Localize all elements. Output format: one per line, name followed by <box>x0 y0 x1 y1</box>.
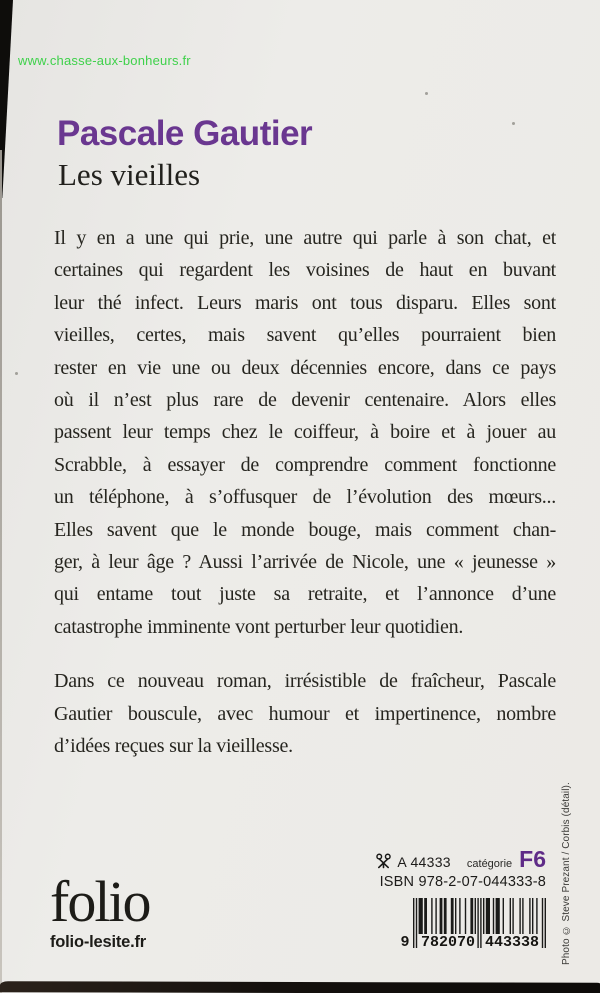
category-label: catégorie <box>466 858 513 870</box>
catalog-code-line <box>326 846 546 873</box>
text-line: leur thé infect. Leurs maris ont tous disparu. Elles sont <box>54 291 556 314</box>
text-line: Il y en a une qui prie, une autre qui parle à son chat, et <box>54 227 556 249</box>
catalog-codes-block <box>326 846 546 955</box>
text-line: Gautier bouscule, avec humour et impertinence, nombre <box>54 702 556 725</box>
text-line: vieilles, certes, mais savent qu’elles pourraient bien <box>54 324 556 347</box>
text-line: rester en vie une ou deux décennies encore, dans ce pays <box>54 356 556 379</box>
book-title: Les vieilles <box>58 157 201 192</box>
isbn-number: ISBN 978-2-07-044333-8 <box>379 874 546 890</box>
text-line: qui entame tout juste sa retraite, et l’annonce d’une <box>54 583 556 606</box>
paper-speck <box>425 92 428 95</box>
publisher-block <box>50 869 150 952</box>
ean13-barcode <box>400 898 546 955</box>
text-line: certaines qui regardent les voisines de haut en buvant <box>54 259 556 282</box>
barcode-digits-left: 782070 <box>421 934 476 951</box>
text-line: un téléphone, à s’offusquer de l’évolution des mœurs... <box>54 486 556 509</box>
gallimard-pictogram-icon <box>375 853 392 870</box>
back-cover-blurb <box>54 222 556 763</box>
blurb-paragraph-2 <box>54 665 556 762</box>
publisher-website: folio-lesite.fr <box>50 933 147 951</box>
text-line: ger, à leur âge ? Aussi l’arrivée de Nicole, une « jeunesse » <box>54 551 556 574</box>
text-line: Dans ce nouveau roman, irrésistible de fraîcheur, Pascale <box>54 670 556 693</box>
page-edge-shadow <box>0 150 2 993</box>
photo-credit: Photo © Steve Prezant / Corbis (détail). <box>561 782 572 965</box>
photo-backdrop-bottom-edge <box>0 981 600 993</box>
paper-speck <box>512 122 515 125</box>
author-name: Pascale Gautier <box>57 114 313 153</box>
watermark-url: www.chasse-aux-bonheurs.fr <box>18 53 191 68</box>
text-line: passent leur temps chez le coiffeur, à boire et à jouer au <box>54 421 556 444</box>
text-line: Elles savent que le monde bouge, mais comment chan- <box>54 518 556 541</box>
folio-logo: folio <box>50 869 150 934</box>
barcode-digit-prefix: 9 <box>400 934 410 951</box>
text-line: où il n’est plus rare de devenir centenaire. Alors elles <box>54 389 556 412</box>
text-line: d’idées reçues sur la vieillesse. <box>54 735 293 758</box>
category-value: F6 <box>519 846 546 872</box>
blurb-paragraph-1 <box>54 222 556 643</box>
paper-speck <box>15 372 18 375</box>
barcode-digits-right: 443338 <box>484 934 539 951</box>
text-line: Scrabble, à essayer de comprendre comment fonctionne <box>54 453 556 476</box>
text-line: catastrophe imminente vont perturber leur quotidien. <box>54 615 464 638</box>
catalog-code: A 44333 <box>397 854 451 870</box>
